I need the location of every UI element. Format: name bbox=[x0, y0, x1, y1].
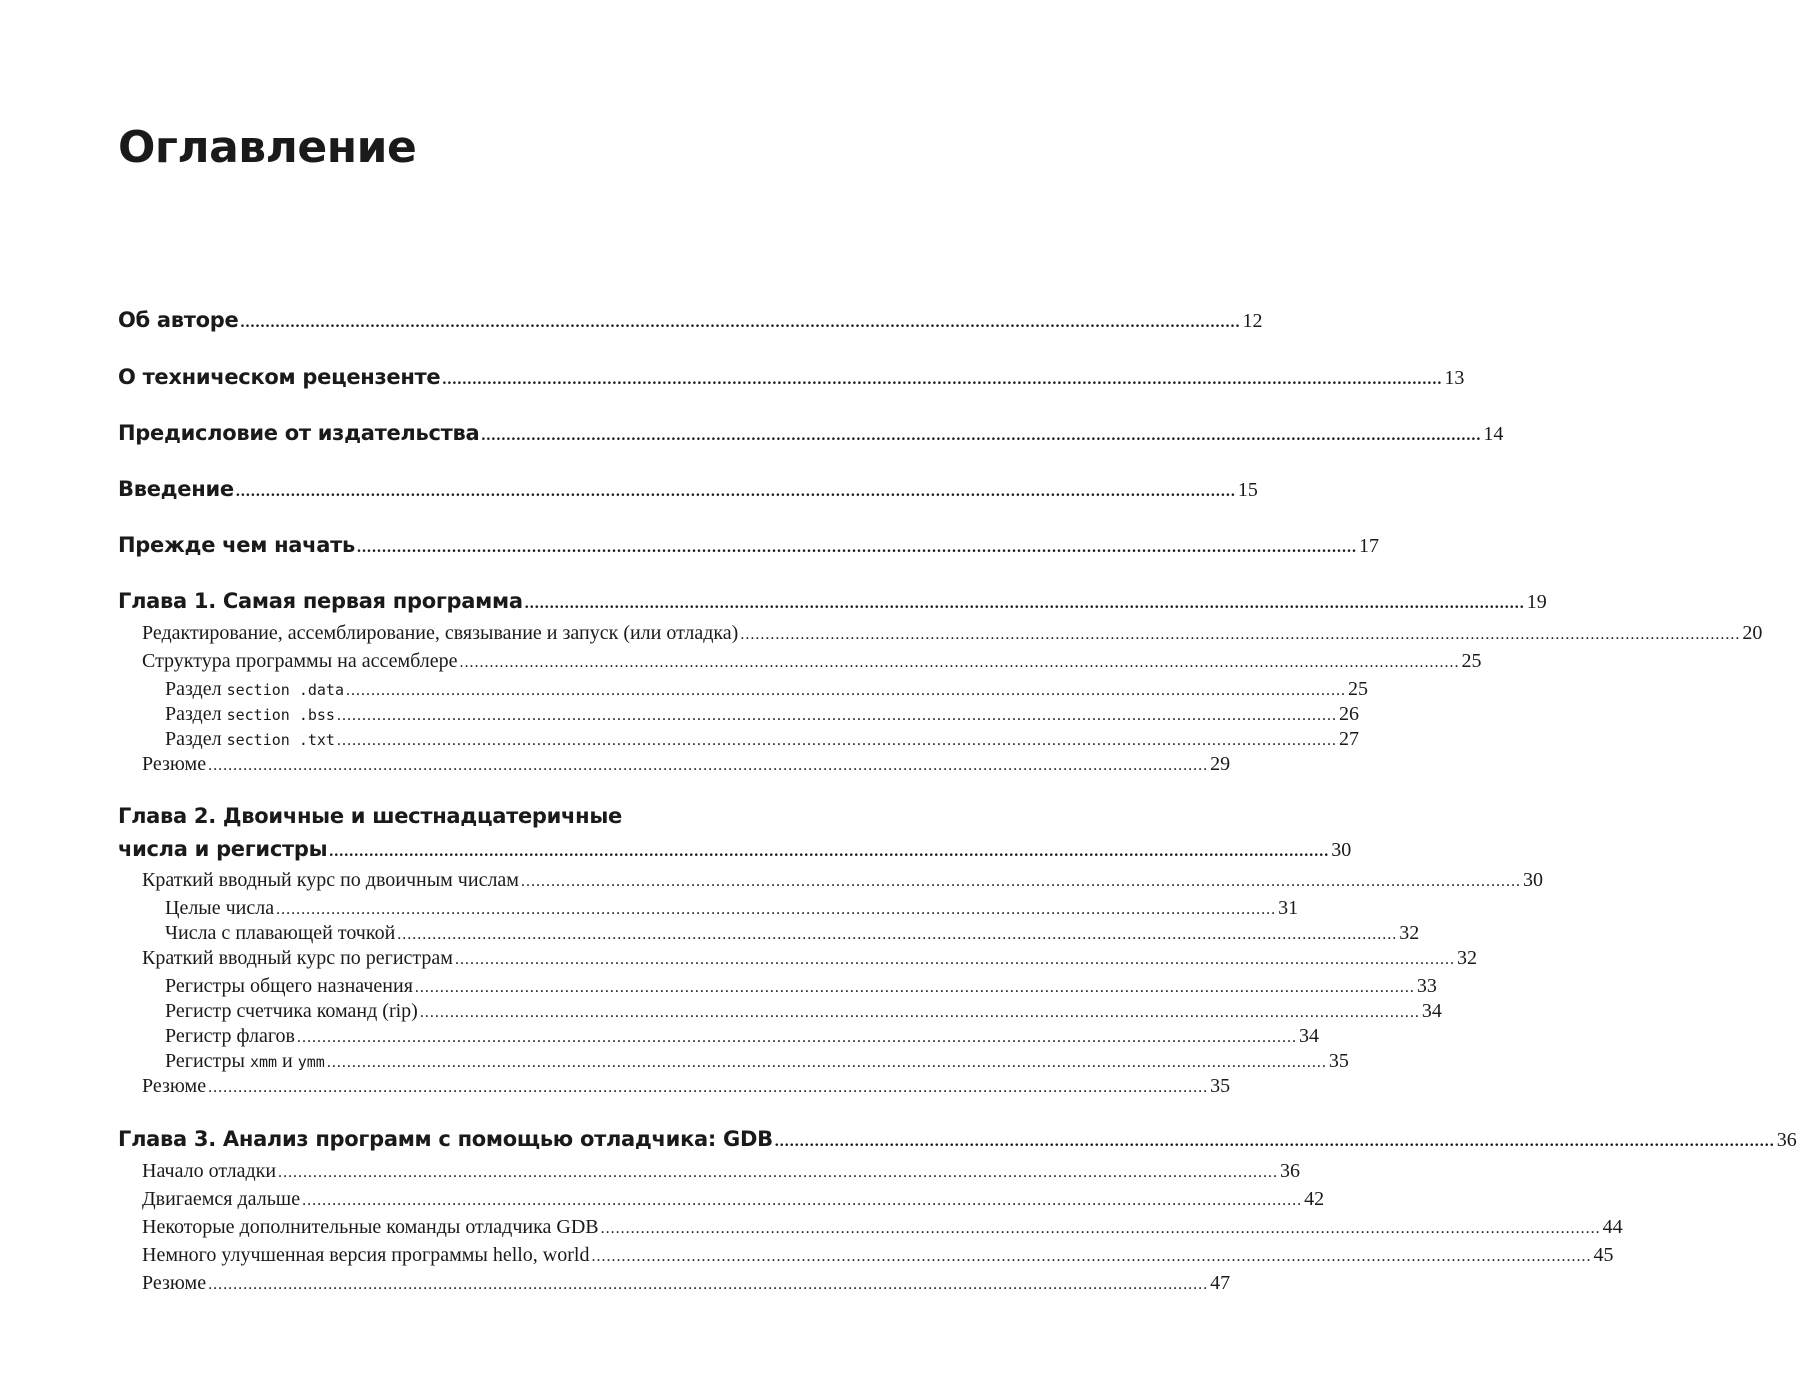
toc-page-number: 12 bbox=[1242, 310, 1263, 332]
toc-page-number: 35 bbox=[1328, 1050, 1349, 1072]
toc-entry-label: Резюме bbox=[142, 1075, 207, 1097]
toc-section[interactable] bbox=[142, 1160, 1301, 1183]
toc-entry-label: Прежде чем начать bbox=[118, 533, 356, 557]
toc-subsection[interactable] bbox=[165, 678, 1368, 701]
toc-entry-label bbox=[165, 1050, 325, 1073]
dot-leader: ........................................................................................................................................................................................................ bbox=[235, 483, 1236, 500]
toc-entry-label: Целые числа bbox=[165, 897, 275, 919]
toc-page-number: 20 bbox=[1742, 622, 1763, 644]
toc-section[interactable] bbox=[142, 650, 1482, 673]
toc-page-number: 27 bbox=[1338, 728, 1359, 750]
toc-section[interactable] bbox=[142, 622, 1763, 645]
toc-entry-label: Некоторые дополнительные команды отладчика GDB bbox=[142, 1216, 599, 1238]
toc-subsection[interactable] bbox=[165, 1000, 1442, 1023]
toc-entry-label: Структура программы на ассемблере bbox=[142, 650, 458, 672]
toc-page-number: 17 bbox=[1359, 535, 1380, 557]
dot-leader: ........................................................................................................................................................................................................ bbox=[336, 707, 1337, 724]
toc-entry-label: Резюме bbox=[142, 753, 207, 775]
toc-subsection[interactable] bbox=[165, 975, 1437, 998]
toc-entry-label: Краткий вводный курс по регистрам bbox=[142, 947, 453, 969]
toc-section[interactable] bbox=[142, 869, 1543, 892]
toc-section[interactable] bbox=[142, 1244, 1614, 1267]
toc-section[interactable] bbox=[142, 753, 1231, 776]
page-title: Оглавление bbox=[118, 122, 417, 173]
dot-leader: ........................................................................................................................................................................................................ bbox=[600, 1220, 1601, 1237]
toc-page-number: 31 bbox=[1278, 897, 1299, 919]
toc-subsection[interactable] bbox=[165, 703, 1359, 726]
toc-entry-label: Двигаемся дальше bbox=[142, 1188, 301, 1210]
toc-entry-label: Краткий вводный курс по двоичным числам bbox=[142, 869, 519, 891]
dot-leader: ........................................................................................................................................................................................................ bbox=[481, 427, 1482, 444]
toc-entry-about-author[interactable] bbox=[118, 308, 1263, 333]
label-prefix: Раздел bbox=[165, 678, 227, 700]
toc-entry-label: Числа с плавающей точкой bbox=[165, 922, 396, 944]
dot-leader: ........................................................................................................................................................................................................ bbox=[326, 1054, 1327, 1071]
dot-leader: ........................................................................................................................................................................................................ bbox=[208, 1276, 1209, 1293]
toc-entry-label: Редактирование, ассемблирование, связывание и запуск (или отладка) bbox=[142, 622, 739, 644]
code-text: section .bss bbox=[226, 706, 335, 724]
toc-section[interactable] bbox=[142, 1188, 1325, 1211]
toc-entry-label: Глава 1. Самая первая программа bbox=[118, 589, 523, 613]
toc-page-number: 44 bbox=[1602, 1216, 1623, 1238]
toc-page-number: 45 bbox=[1593, 1244, 1614, 1266]
toc-entry-label: Немного улучшенная версия программы hello, world bbox=[142, 1244, 590, 1266]
label-prefix: Регистры bbox=[165, 1050, 250, 1072]
toc-subsection[interactable] bbox=[165, 1025, 1319, 1048]
toc-subsection[interactable] bbox=[165, 897, 1299, 920]
label-mid: и bbox=[277, 1050, 298, 1072]
label-prefix: Раздел bbox=[165, 728, 227, 750]
dot-leader: ........................................................................................................................................................................................................ bbox=[442, 371, 1443, 388]
toc-entry-label: Резюме bbox=[142, 1272, 207, 1294]
toc-entry-label: Об авторе bbox=[118, 308, 239, 332]
dot-leader: ........................................................................................................................................................................................................ bbox=[524, 595, 1525, 612]
toc-page-number: 47 bbox=[1210, 1272, 1231, 1294]
toc-section[interactable] bbox=[142, 1272, 1231, 1295]
code-text: xmm bbox=[249, 1053, 278, 1071]
dot-leader: ........................................................................................................................................................................................................ bbox=[414, 979, 1415, 996]
toc-page-number: 13 bbox=[1444, 367, 1465, 389]
toc-entry-label: Введение bbox=[118, 477, 234, 501]
toc-page-number: 19 bbox=[1526, 591, 1547, 613]
toc-section[interactable] bbox=[142, 1075, 1231, 1098]
toc-chapter-2-title-line1[interactable]: Глава 2. Двоичные и шестнадцатеричные bbox=[118, 804, 622, 828]
toc-entry-label bbox=[165, 728, 335, 751]
toc-section[interactable] bbox=[142, 947, 1477, 970]
toc-entry-label: Начало отладки bbox=[142, 1160, 277, 1182]
dot-leader: ........................................................................................................................................................................................................ bbox=[520, 873, 1521, 890]
toc-page-number: 30 bbox=[1522, 869, 1543, 891]
dot-leader: ........................................................................................................................................................................................................ bbox=[278, 1164, 1279, 1181]
dot-leader: ........................................................................................................................................................................................................ bbox=[336, 732, 1337, 749]
dot-leader: ........................................................................................................................................................................................................ bbox=[208, 1079, 1209, 1096]
toc-page-number: 26 bbox=[1338, 703, 1359, 725]
toc-entry-reviewer[interactable] bbox=[118, 365, 1465, 390]
toc-section[interactable] bbox=[142, 1216, 1623, 1239]
toc-page-number: 32 bbox=[1456, 947, 1477, 969]
dot-leader: ........................................................................................................................................................................................................ bbox=[240, 314, 1241, 331]
toc-page-number: 34 bbox=[1298, 1025, 1319, 1047]
toc-entry-label: Регистр счетчика команд (rip) bbox=[165, 1000, 418, 1022]
toc-page-number: 32 bbox=[1399, 922, 1420, 944]
toc-entry-label: Предисловие от издательства bbox=[118, 421, 480, 445]
toc-entry-label: числа и регистры bbox=[118, 837, 328, 861]
toc-page-number: 14 bbox=[1483, 423, 1504, 445]
dot-leader: ........................................................................................................................................................................................................ bbox=[357, 539, 1358, 556]
toc-entry-label bbox=[165, 703, 335, 726]
dot-leader: ........................................................................................................................................................................................................ bbox=[329, 843, 1330, 860]
toc-page-number: 33 bbox=[1416, 975, 1437, 997]
toc-subsection[interactable] bbox=[165, 1050, 1349, 1073]
toc-page-number: 42 bbox=[1304, 1188, 1325, 1210]
code-text: section .txt bbox=[226, 731, 335, 749]
toc-chapter-3[interactable] bbox=[118, 1127, 1797, 1152]
toc-page-number: 35 bbox=[1210, 1075, 1231, 1097]
toc-entry-label bbox=[165, 678, 344, 701]
toc-entry-before-start[interactable] bbox=[118, 533, 1380, 558]
dot-leader: ........................................................................................................................................................................................................ bbox=[302, 1192, 1303, 1209]
toc-entry-label: Глава 3. Анализ программ с помощью отладчика: GDB bbox=[118, 1127, 773, 1151]
dot-leader: ........................................................................................................................................................................................................ bbox=[397, 926, 1398, 943]
dot-leader: ........................................................................................................................................................................................................ bbox=[208, 757, 1209, 774]
dot-leader: ........................................................................................................................................................................................................ bbox=[740, 626, 1741, 643]
toc-entry-label: Регистр флагов bbox=[165, 1025, 295, 1047]
toc-entry-introduction[interactable] bbox=[118, 477, 1258, 502]
toc-page-number: 15 bbox=[1237, 479, 1258, 501]
toc-chapter-1[interactable] bbox=[118, 589, 1547, 614]
dot-leader: ........................................................................................................................................................................................................ bbox=[774, 1133, 1775, 1150]
toc-subsection[interactable] bbox=[165, 728, 1359, 751]
dot-leader: ........................................................................................................................................................................................................ bbox=[419, 1004, 1420, 1021]
toc-entry-label: Регистры общего назначения bbox=[165, 975, 413, 997]
toc-entry-publisher-preface[interactable] bbox=[118, 421, 1504, 446]
dot-leader: ........................................................................................................................................................................................................ bbox=[296, 1029, 1297, 1046]
dot-leader: ........................................................................................................................................................................................................ bbox=[276, 901, 1277, 918]
toc-page-number: 29 bbox=[1210, 753, 1231, 775]
label-prefix: Раздел bbox=[165, 703, 227, 725]
dot-leader: ........................................................................................................................................................................................................ bbox=[591, 1248, 1592, 1265]
dot-leader: ........................................................................................................................................................................................................ bbox=[454, 951, 1455, 968]
code-text: ymm bbox=[297, 1053, 325, 1071]
toc-page-number: 36 bbox=[1776, 1129, 1797, 1151]
toc-page-number: 30 bbox=[1331, 839, 1352, 861]
toc-page-number: 25 bbox=[1347, 678, 1368, 700]
dot-leader: ........................................................................................................................................................................................................ bbox=[345, 682, 1346, 699]
toc-page-number: 25 bbox=[1461, 650, 1482, 672]
toc-chapter-2[interactable] bbox=[118, 837, 1352, 862]
toc-entry-label: О техническом рецензенте bbox=[118, 365, 441, 389]
toc-page-number: 34 bbox=[1421, 1000, 1442, 1022]
code-text: section .data bbox=[226, 681, 344, 699]
toc-subsection[interactable] bbox=[165, 922, 1420, 945]
toc-page-number: 36 bbox=[1280, 1160, 1301, 1182]
dot-leader: ........................................................................................................................................................................................................ bbox=[459, 654, 1460, 671]
